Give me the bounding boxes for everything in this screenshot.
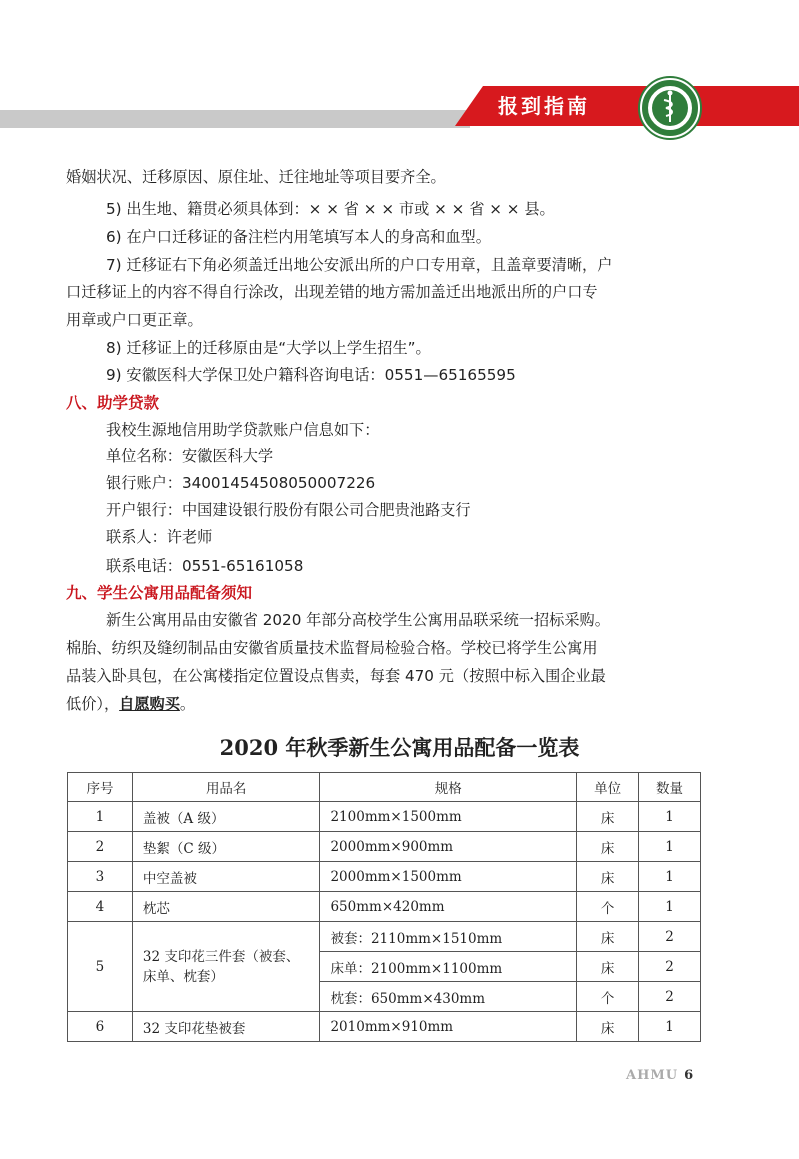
table-header-row	[68, 773, 701, 802]
cell-name: 中空盖被	[132, 862, 320, 892]
cell-qty: 2	[639, 982, 701, 1012]
cell-spec: 2000mm×1500mm	[320, 862, 577, 892]
cell-spec: 2010mm×910mm	[320, 1012, 577, 1042]
table-row	[68, 922, 701, 952]
cell-no: 4	[68, 892, 133, 922]
paragraph: 用章或户口更正章。	[66, 311, 203, 329]
table-row	[68, 862, 701, 892]
cell-name: 32 支印花三件套（被套、床单、枕套）	[132, 922, 320, 1012]
loan-info-line: 开户银行：中国建设银行股份有限公司合肥贵池路支行	[106, 501, 471, 519]
cell-no: 3	[68, 862, 133, 892]
cell-unit: 床	[577, 1012, 639, 1042]
cell-unit: 床	[577, 922, 639, 952]
footer-label: AHMU	[626, 1068, 679, 1083]
paragraph: 口迁移证上的内容不得自行涂改，出现差错的地方需加盖迁出地派出所的户口专	[66, 283, 598, 301]
table-row	[68, 802, 701, 832]
paragraph: 9) 安徽医科大学保卫处户籍科咨询电话：0551—65165595	[106, 366, 516, 384]
cell-qty: 1	[639, 892, 701, 922]
table-row	[68, 892, 701, 922]
header-cell: 序号	[68, 773, 133, 802]
cell-spec: 2100mm×1500mm	[320, 802, 577, 832]
header-gray-band	[0, 110, 470, 128]
header-cell: 单位	[577, 773, 639, 802]
cell-qty: 1	[639, 1012, 701, 1042]
loan-info-line: 单位名称：安徽医科大学	[106, 447, 274, 465]
cell-unit: 床	[577, 832, 639, 862]
voluntary-purchase-note: 自愿购买	[119, 695, 180, 713]
cell-no: 1	[68, 802, 133, 832]
paragraph: 婚姻状况、迁移原因、原住址、迁往地址等项目要齐全。	[66, 168, 446, 186]
page-section-title: 报到指南	[498, 94, 590, 118]
cell-unit: 床	[577, 802, 639, 832]
paragraph: 6) 在户口迁移证的备注栏内用笔填写本人的身高和血型。	[106, 228, 491, 246]
university-logo-icon	[638, 76, 702, 140]
table-row	[68, 832, 701, 862]
paragraph: 5) 出生地、籍贯必须具体到：× × 省 × × 市或 × × 省 × × 县。	[106, 200, 555, 218]
cell-unit: 床	[577, 952, 639, 982]
loan-info-line: 我校生源地信用助学贷款账户信息如下：	[106, 421, 380, 439]
loan-info-line: 银行账户：34001454508050007226	[106, 474, 376, 492]
loan-info-line: 联系人：许老师	[106, 528, 213, 546]
paragraph: 8) 迁移证上的迁移原由是“大学以上学生招生”。	[106, 339, 431, 357]
cell-no: 5	[68, 922, 133, 1012]
cell-no: 2	[68, 832, 133, 862]
header-cell: 规格	[320, 773, 577, 802]
cell-spec: 枕套：650mm×430mm	[320, 982, 577, 1012]
cell-name: 垫絮（C 级）	[132, 832, 320, 862]
header-cell: 数量	[639, 773, 701, 802]
table-row	[68, 1012, 701, 1042]
page-number: 6	[684, 1068, 695, 1083]
cell-no: 6	[68, 1012, 133, 1042]
cell-name: 盖被（A 级）	[132, 802, 320, 832]
cell-spec: 2000mm×900mm	[320, 832, 577, 862]
paragraph: 棉胎、纺织及缝纫制品由安徽省质量技术监督局检验合格。学校已将学生公寓用	[66, 639, 598, 657]
cell-unit: 床	[577, 862, 639, 892]
text: 。	[179, 695, 196, 713]
section-heading-loan: 八、助学贷款	[66, 394, 160, 412]
cell-qty: 2	[639, 952, 701, 982]
paragraph: 新生公寓用品由安徽省 2020 年部分高校学生公寓用品联采统一招标采购。	[106, 611, 610, 629]
paragraph: 7) 迁移证右下角必须盖迁出地公安派出所的户口专用章，且盖章要清晰，户	[106, 256, 613, 274]
text: 低价），	[66, 695, 120, 713]
cell-qty: 2	[639, 922, 701, 952]
cell-unit: 个	[577, 982, 639, 1012]
header-cell: 用品名	[132, 773, 320, 802]
paragraph	[66, 694, 746, 714]
supplies-table	[67, 772, 701, 1042]
cell-spec: 650mm×420mm	[320, 892, 577, 922]
loan-info-line: 联系电话：0551-65161058	[106, 557, 304, 575]
section-heading-dorm-supplies: 九、学生公寓用品配备须知	[66, 584, 253, 602]
cell-spec: 被套：2110mm×1510mm	[320, 922, 577, 952]
cell-unit: 个	[577, 892, 639, 922]
cell-name: 32 支印花垫被套	[132, 1012, 320, 1042]
cell-name: 枕芯	[132, 892, 320, 922]
cell-spec: 床单：2100mm×1100mm	[320, 952, 577, 982]
cell-qty: 1	[639, 802, 701, 832]
paragraph: 品装入卧具包，在公寓楼指定位置设点售卖，每套 470 元（按照中标入围企业最	[66, 667, 606, 685]
page-footer	[626, 1068, 694, 1083]
cell-qty: 1	[639, 832, 701, 862]
table-title: 2020 年秋季新生公寓用品配备一览表	[219, 735, 580, 760]
cell-qty: 1	[639, 862, 701, 892]
